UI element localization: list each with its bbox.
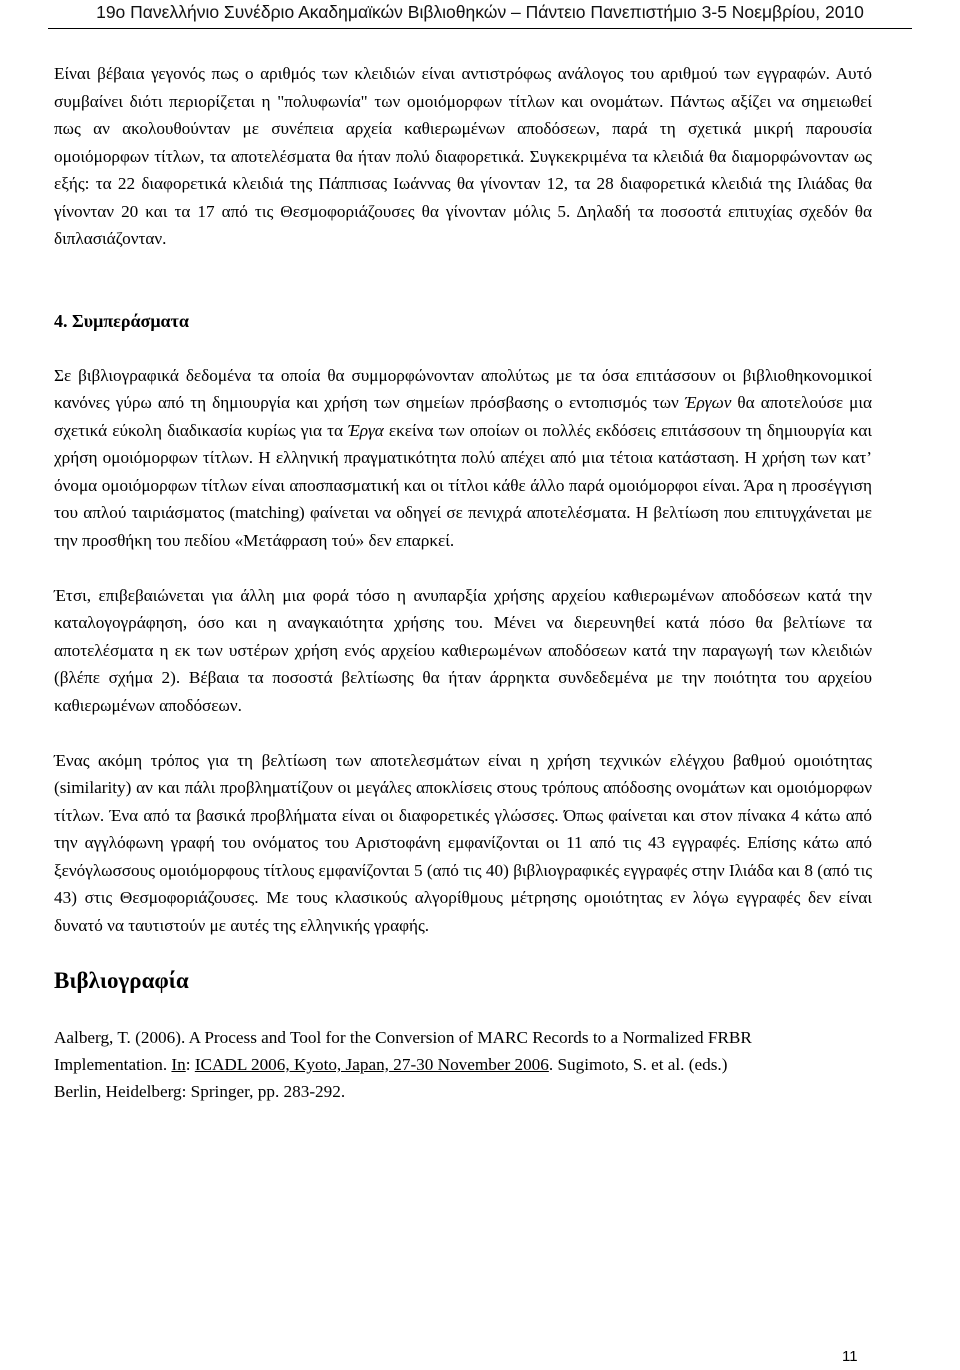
paragraph-conclusions-3: Ένας ακόμη τρόπος για τη βελτίωση των αποτελεσμάτων είναι η χρήση τεχνικών ελέγχου βαθμού ομοιότητας (similarity) αν και πάλι προβληματίζουν οι μεγάλες αποκλίσεις στους τρόπους απόδοσης ονομάτων και ομοιόμορφων τίτλων. Ένα από τα βασικά προβλήματα είναι οι διαφορετικές γλώσσες. Όπως φαίνεται και στον πίνακα 4 κάτω από την αγγλόφωνη γραφή του ονόματος του Αριστοφάνη εμφανίζονται οι 11 από τις 43 εγγραφές. Επίσης κάτω από ξενόγλωσσους ομοιόμορφους τίτλους εμφανίζονται 5 (από τις 40) βιβλιογραφικές εγγραφές στην Ιλιάδα και 8 (από τις 43) στις Θεσμοφοριάζουσες. Με τους κλασικούς αλγορίθμους μέτρησης ομοιότητας εν λόγω εγγραφές δεν είναι δυνατό να ταυτιστούν με αυτές της ελληνικής γραφής. [54, 750, 872, 935]
conference-venue: ICADL 2006, Kyoto, Japan, 27-30 November 2006 [194, 1055, 549, 1074]
in-label: In [171, 1055, 186, 1074]
italic-term-works: Έργα [348, 420, 384, 440]
reference-text: : [185, 1055, 195, 1074]
reference-line: Berlin, Heidelberg: Springer, pp. 283-292. [54, 1082, 346, 1101]
paragraph-text: θα αποτελούσε μια σχετικά εύκολη διαδικασία κυρίως για τα [54, 393, 872, 440]
section-heading-conclusions: 4. Συμπεράσματα [54, 310, 189, 331]
italic-term-works: Έργων [684, 393, 732, 412]
header-rule [48, 28, 912, 29]
reference-text: . Sugimoto, S. et al. (eds.) [548, 1055, 728, 1074]
paragraph-text: Σε βιβλιογραφικά δεδομένα τα οποία θα συμμορφώνονταν απολύτως με τα όσα επιτάσσουν οι βιβλιοθηκονομικοί κανόνες γύρω από τη δημιουργία και χρήση των σημείων πρόσβασης ο εντοπισμός των [54, 365, 872, 412]
paragraph-conclusions-1 [54, 362, 872, 555]
reference-line: Aalberg, T. (2006). A Process and Tool for the Conversion of MARC Records to a Normalized FRBR [54, 1028, 752, 1047]
page-content [54, 60, 872, 1105]
reference-line [54, 1051, 872, 1078]
paragraph-keys: Είναι βέβαια γεγονός πως ο αριθμός των κλειδιών είναι αντιστρόφως ανάλογος του αριθμού των εγγραφών. Αυτό συμβαίνει διότι περιορίζεται η "πολυφωνία" των ομοιόμορφων τίτλων και ονομάτων. Πάντως αξίζει να σημειωθεί πως αν ακολουθούνταν με συνέπεια αρχεία καθιερωμένων αποδόσεων, παρά τη σχετικά μικρή παρουσία ομοιόμορφων τίτλων, τα αποτελέσματα θα ήταν πολύ διαφορετικά. Συγκεκριμένα τα κλειδιά θα διαμορφώνονταν ως εξής: τα 22 διαφορετικά κλειδιά της Πάππισας Ιωάννας θα γίνονταν 12, τα 28 διαφορετικά κλειδιά της Ιλιάδας θα γίνονταν 20 και τα 17 από τις Θεσμοφοριάζουσες θα γίνονταν μόλις 5. Δηλαδή τα ποσοστά επιτυχίας σχεδόν θα διπλασιάζονταν. [54, 64, 872, 248]
bibliography-entry [54, 1024, 872, 1105]
running-header: 19ο Πανελλήνιο Συνέδριο Ακαδημαϊκών Βιβλιοθηκών – Πάντειο Πανεπιστήμιο 3-5 Νοεμβρίου, 2010 [96, 2, 864, 22]
paragraph-conclusions-2: Έτσι, επιβεβαιώνεται για άλλη μια φορά τόσο η ανυπαρξία χρήσης αρχείου καθιερωμένων αποδόσεων κατά την καταλογογράφηση, όσο και η αναγκαιότητα χρήσης του. Μένει να διερευνηθεί κατά πόσο θα βελτίωνε τα αποτελέσματα η εκ των υστέρων χρήση ενός αρχείου καθιερωμένων αποδόσεων κατά την παραγωγή των κλειδιών (βλέπε σχήμα 2). Βέβαια τα ποσοστά βελτίωσης θα ήταν άρρηκτα συνδεδεμένα με την ποιότητα του αρχείου καθιερωμένων αποδόσεων. [54, 585, 872, 715]
paragraph-text: εκείνα των οποίων οι πολλές εκδόσεις επιτάσσουν τη δημιουργία και χρήση ομοιόμορφων τίτλων. Η ελληνική πραγματικότητα πολύ απέχει από μια τέτοια κατάσταση. Η χρήση των κατ’ όνομα ομοιόμορφων τίτλων είναι αποσπασματική και οι τίτλοι κάθε άλλο παρά ομοιόμορφοι είναι. Άρα η προσέγγιση του απλού ταιριάσματος (matching) φαίνεται να οδηγεί σε πενιχρά αποτελέσματα. Η βελτίωση που επιτυγχάνεται με την προσθήκη του πεδίου «Μετάφραση τού» δεν επαρκεί. [54, 420, 872, 550]
reference-text: Implementation. [54, 1055, 172, 1074]
bibliography-heading: Βιβλιογραφία [54, 968, 189, 993]
page-number: 11 [842, 1348, 858, 1365]
